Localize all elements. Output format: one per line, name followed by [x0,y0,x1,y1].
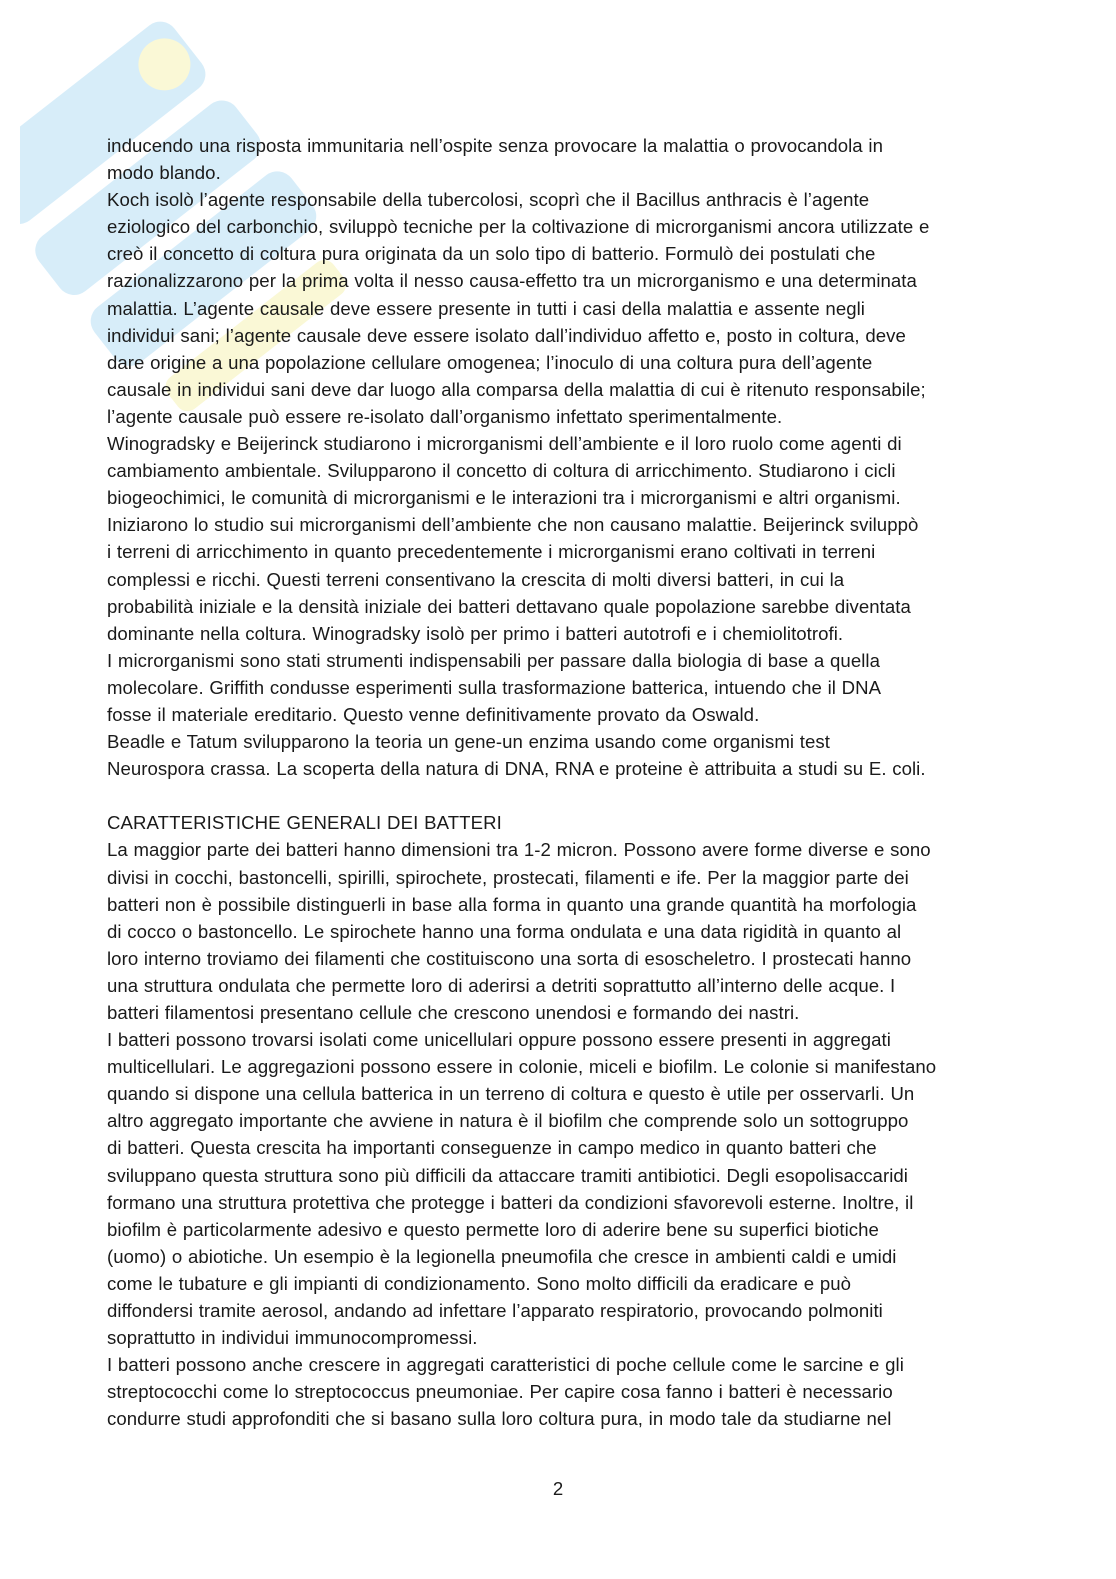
text-line: batteri non è possibile distinguerli in base alla forma in quanto una grande quantità ha morfologia [107,893,917,915]
text-line: biofilm è particolarmente adesivo e questo permette loro di aderire bene su superfici biotiche [107,1218,879,1240]
paragraph [107,430,1012,647]
section-heading: CARATTERISTICHE GENERALI DEI BATTERI [107,812,502,834]
text-line: individui sani; l’agente causale deve essere isolato dall’individuo affetto e, posto in coltura, deve [107,324,906,346]
text-line: I batteri possono trovarsi isolati come unicellulari oppure possono essere presenti in aggregati [107,1029,891,1051]
text-line: streptococchi come lo streptococcus pneumoniae. Per capire cosa fanno i batteri è necessario [107,1381,893,1403]
paragraph [107,1026,1012,1351]
text-line: condurre studi approfonditi che si basano sulla loro coltura pura, in modo tale da studiarne nel [107,1408,892,1430]
text-line: come le tubature e gli impianti di condizionamento. Sono molto difficili da eradicare e può [107,1272,852,1294]
paragraph [107,647,1012,728]
text-line: creò il concetto di coltura pura originata da un solo tipo di batterio. Formulò dei postulati che [107,243,876,265]
text-line: Beadle e Tatum svilupparono la teoria un gene-un enzima usando come organismi test [107,731,830,753]
paragraph [107,186,1012,430]
text-line: razionalizzarono per la prima volta il nesso causa-effetto tra un microrganismo e una determinata [107,270,917,292]
text-line: molecolare. Griffith condusse esperimenti sulla trasformazione batterica, intuendo che il DNA [107,676,882,698]
text-line: modo blando. [107,162,221,184]
text-line: di batteri. Questa crescita ha importanti conseguenze in campo medico in quanto batteri che [107,1137,877,1159]
text-line: probabilità iniziale e la densità iniziale dei batteri dettavano quale popolazione sarebbe diventata [107,595,911,617]
paragraph [107,1351,1012,1432]
text-line: La maggior parte dei batteri hanno dimensioni tra 1-2 micron. Possono avere forme diverse e sono [107,839,931,861]
text-line: causale in individui sani deve dar luogo alla comparsa della malattia di cui è ritenuto responsabile; [107,378,926,400]
document-body [107,132,1012,1433]
text-line: cambiamento ambientale. Svilupparono il concetto di coltura di arricchimento. Studiarono i cicli [107,460,896,482]
text-line: loro interno troviamo dei filamenti che costituiscono una sorta di esoscheletro. I prostecati hanno [107,947,912,969]
text-line: l’agente causale può essere re-isolato dall’organismo infettato sperimentalmente. [107,405,783,427]
text-line: inducendo una risposta immunitaria nell’ospite senza provocare la malattia o provocandola in [107,135,883,156]
text-line: Neurospora crassa. La scoperta della natura di DNA, RNA e proteine è attribuita a studi su E. coli. [107,758,926,780]
paragraph [107,836,1012,1026]
text-line: soprattutto in individui immunocompromessi. [107,1327,478,1349]
text-line: batteri filamentosi presentano cellule che crescono unendosi e formando dei nastri. [107,1002,800,1023]
text-line: I microrganismi sono stati strumenti indispensabili per passare dalla biologia di base a quella [107,649,880,671]
text-line: (uomo) o abiotiche. Un esempio è la legionella pneumofila che cresce in ambienti caldi e umidi [107,1245,897,1267]
text-line: divisi in cocchi, bastoncelli, spirilli, spirochete, prostecati, filamenti e ife. Per la maggior parte dei [107,866,909,888]
text-line: dare origine a una popolazione cellulare omogenea; l’inoculo di una coltura pura dell’agente [107,351,873,373]
text-line: quando si dispone una cellula batterica in un terreno di coltura e questo è utile per osservarli. Un [107,1083,915,1105]
text-line: formano una struttura protettiva che protegge i batteri da condizioni sfavorevoli esterne. Inoltre, il [107,1191,914,1213]
text-line: altro aggregato importante che avviene in natura è il biofilm che comprende solo un sottogruppo [107,1110,909,1132]
text-line: I batteri possono anche crescere in aggregati caratteristici di poche cellule come le sarcine e gli [107,1354,904,1376]
text-line: diffondersi tramite aerosol, andando ad infettare l’apparato respiratorio, provocando polmoniti [107,1300,883,1322]
text-line: multicellulari. Le aggregazioni possono essere in colonie, miceli e biofilm. Le colonie si manifestano [107,1056,937,1078]
text-line: biogeochimici, le comunità di microrganismi e le interazioni tra i microrganismi e altri organismi. [107,487,901,509]
text-line: Iniziarono lo studio sui microrganismi dell’ambiente che non causano malattie. Beijerinck sviluppò [107,514,919,536]
watermark-dot [128,28,201,101]
text-line: sviluppano questa struttura sono più difficili da attaccare tramiti antibiotici. Degli esopolisaccaridi [107,1164,908,1186]
paragraph [107,728,1012,782]
text-line: fosse il materiale ereditario. Questo venne definitivamente provato da Oswald. [107,703,760,725]
text-line: complessi e ricchi. Questi terreni consentivano la crescita di molti diversi batteri, in cui la [107,568,845,590]
paragraph [107,132,1012,186]
text-line: i terreni di arricchimento in quanto precedentemente i microrganismi erano coltivati in terreni [107,541,876,563]
text-line: una struttura ondulata che permette loro di aderirsi a detriti soprattutto all’interno delle acque. I [107,974,896,996]
paragraph-spacer [107,782,1012,809]
page-number: 2 [552,1478,564,1499]
text-line: malattia. L’agente causale deve essere presente in tutti i casi della malattia e assente negli [107,297,865,319]
text-line: di cocco o bastoncello. Le spirochete hanno una forma ondulata e una data rigidità in quanto al [107,920,902,942]
text-line: dominante nella coltura. Winogradsky isolò per primo i batteri autotrofi e i chemiolitotrofi. [107,622,844,644]
text-line: Koch isolò l’agente responsabile della tubercolosi, scoprì che il Bacillus anthracis è l’agente [107,189,870,211]
text-line: Winogradsky e Beijerinck studiarono i microrganismi dell’ambiente e il loro ruolo come agenti di [107,433,902,455]
text-line: eziologico del carbonchio, sviluppò tecniche per la coltivazione di microrganismi ancora utilizzate e [107,216,930,238]
